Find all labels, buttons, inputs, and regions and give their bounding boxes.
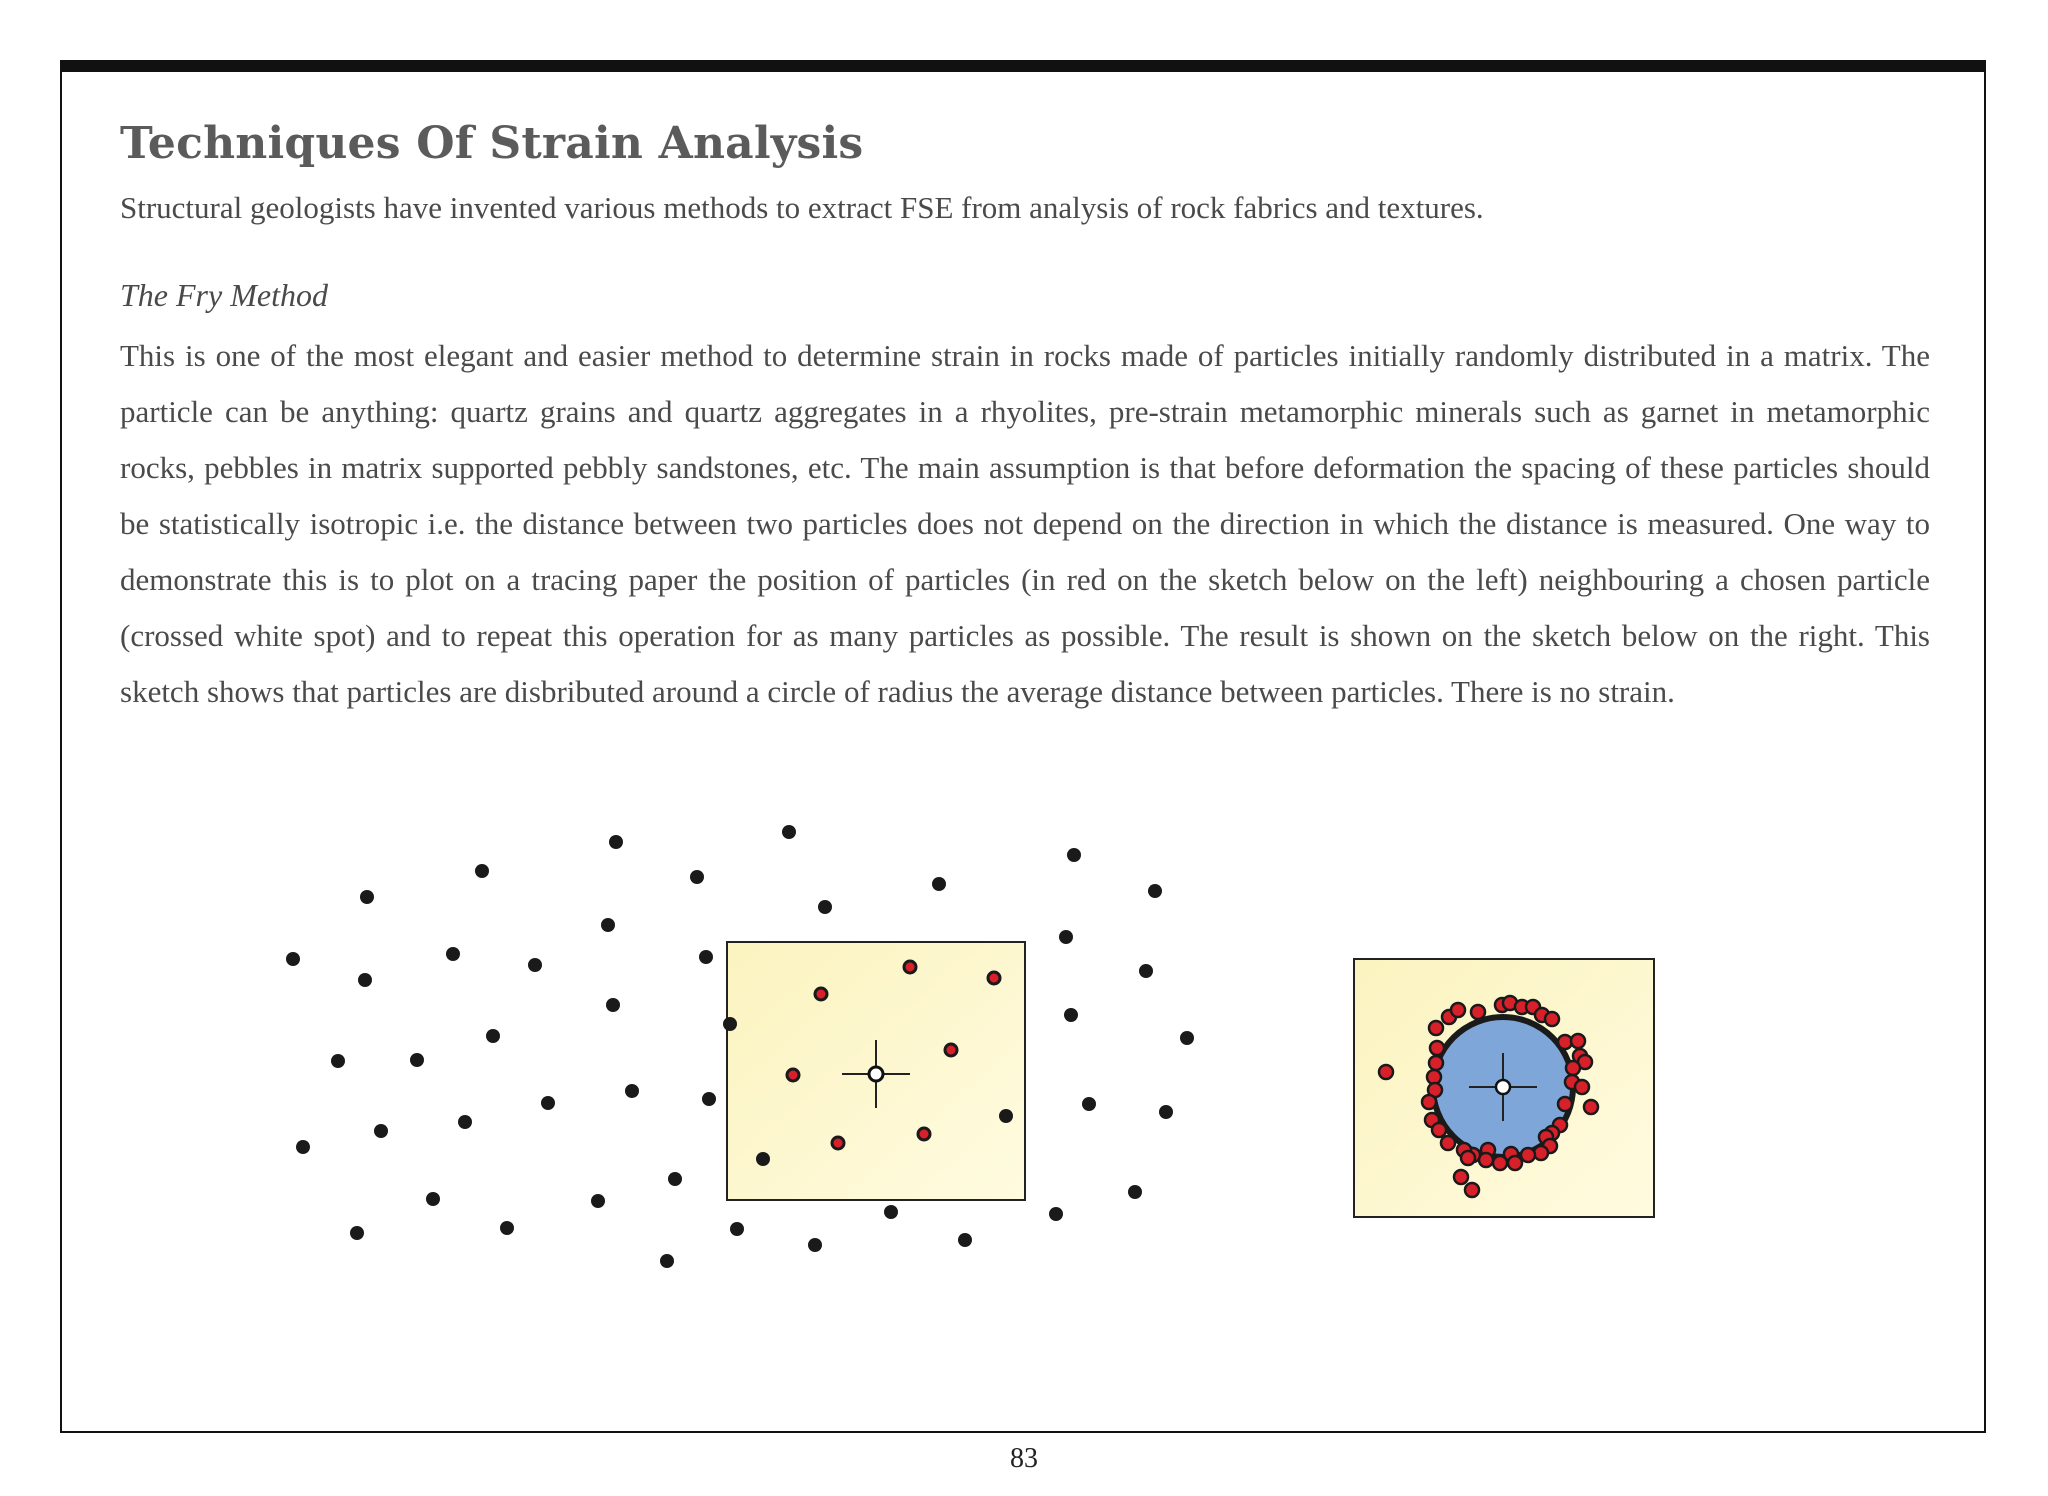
particle <box>1059 930 1073 944</box>
particle <box>625 1084 639 1098</box>
particle <box>1139 964 1153 978</box>
particle <box>286 952 300 966</box>
particle <box>528 958 542 972</box>
particle <box>426 1192 440 1206</box>
particle <box>958 1233 972 1247</box>
page-number: 83 <box>1010 1443 1038 1474</box>
particle <box>1159 1105 1173 1119</box>
particle <box>486 1029 500 1043</box>
neighbour-particle <box>945 1044 957 1056</box>
particle <box>668 1172 682 1186</box>
page-title: Techniques Of Strain Analysis <box>120 118 864 169</box>
fry-method-sketch <box>260 820 1700 1300</box>
neighbour-particle <box>832 1137 844 1149</box>
particle <box>1128 1185 1142 1199</box>
particle <box>730 1222 744 1236</box>
particle <box>609 835 623 849</box>
particle <box>702 1092 716 1106</box>
section-heading: The Fry Method <box>120 277 328 313</box>
particle <box>500 1221 514 1235</box>
neighbour-particle <box>815 988 827 1000</box>
intro-paragraph: Structural geologists have invented various methods to extract FSE from analysis of rock fabrics and textures. <box>120 190 1484 225</box>
particle <box>782 825 796 839</box>
particle <box>884 1205 898 1219</box>
neighbour-particle <box>918 1128 930 1140</box>
particle <box>808 1238 822 1252</box>
particle <box>756 1152 770 1166</box>
particle <box>541 1096 555 1110</box>
particle <box>296 1140 310 1154</box>
particle <box>1180 1031 1194 1045</box>
particle <box>591 1194 605 1208</box>
particle <box>350 1226 364 1240</box>
particle <box>331 1054 345 1068</box>
page-content <box>120 118 1930 720</box>
fry-method-figure <box>260 820 1700 1300</box>
neighbour-particle <box>904 961 916 973</box>
particle <box>601 918 615 932</box>
particle <box>446 947 460 961</box>
particle <box>606 998 620 1012</box>
particle <box>690 870 704 884</box>
particle <box>699 950 713 964</box>
particle <box>475 864 489 878</box>
particle <box>1082 1097 1096 1111</box>
neighbour-particle <box>787 1069 799 1081</box>
particle <box>358 973 372 987</box>
particle <box>723 1017 737 1031</box>
particle <box>660 1254 674 1268</box>
particle <box>932 877 946 891</box>
particle <box>1064 1008 1078 1022</box>
particle <box>818 900 832 914</box>
particle <box>410 1053 424 1067</box>
particle <box>360 890 374 904</box>
particle <box>1148 884 1162 898</box>
particle <box>999 1109 1013 1123</box>
particle <box>1067 848 1081 862</box>
particle <box>374 1124 388 1138</box>
particle <box>1049 1207 1063 1221</box>
particle <box>458 1115 472 1129</box>
body-paragraph: This is one of the most elegant and easier method to determine strain in rocks made of particles initially randomly distributed in a matrix. The particle can be anything: quartz grains and quartz aggregates in a rhyolites, pre-strain metamorphic minerals such as garnet in metamorphic rocks, pebbles in matrix supported pebbly sandstones, etc. The main assumption is that before deformation the spacing of these particles should be statistically isotropic i.e. the distance between two particles does not depend on the direction in which the distance is measured. One way to demonstrate this is to plot on a tracing paper the position of particles (in red on the sketch below on the left) neighbouring a chosen particle (crossed white spot) and to repeat this operation for as many particles as possible. The result is shown on the sketch below on the right. This sketch shows that particles are disbributed around a circle of radius the average distance between particles. There is no strain. <box>120 338 1930 709</box>
neighbour-particle <box>988 972 1000 984</box>
